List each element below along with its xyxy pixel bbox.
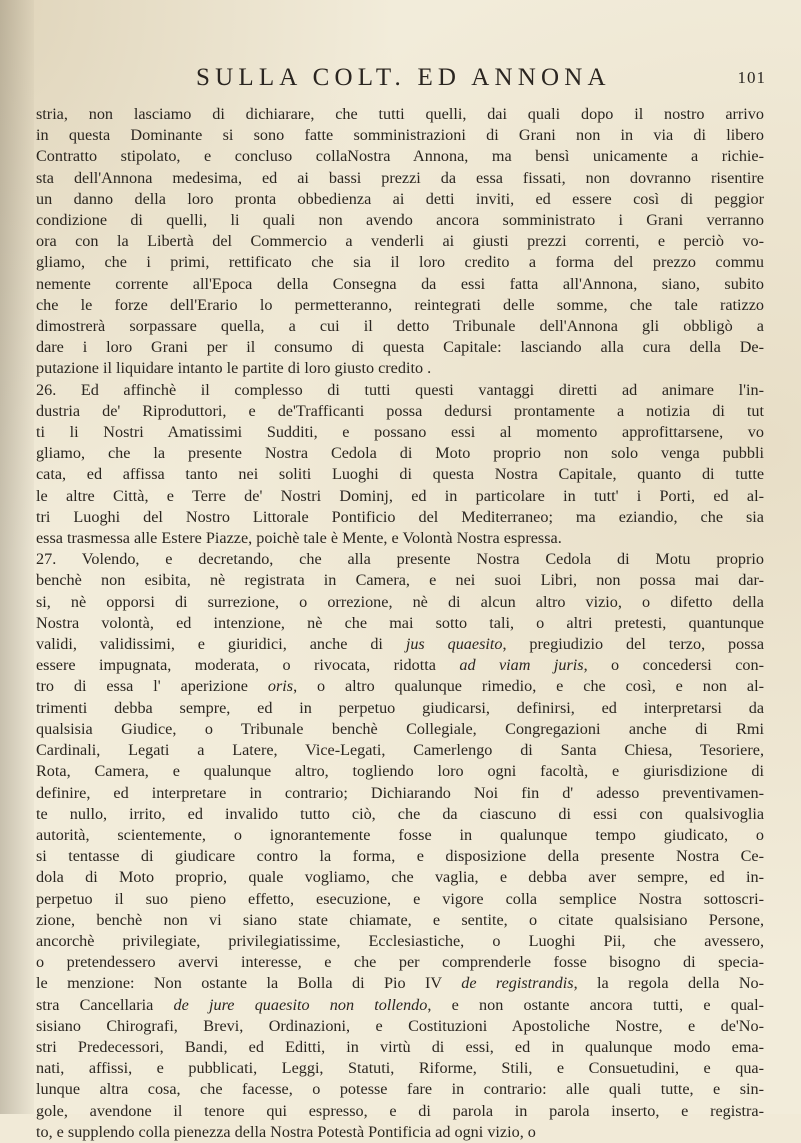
text-line: to, e supplendo colla pienezza della Nostra Potestà Pontificia ad ogni vizio, o	[36, 1122, 536, 1141]
text-line: 27. Volendo, e decretando, che alla presente Nostra Cedola di Motu proprio	[36, 550, 764, 569]
text-line: sisiano Chirografi, Brevi, Ordinazioni, e Costituzioni Apostoliche Nostre, e de'No-	[36, 1016, 764, 1035]
paragraph-p2	[36, 380, 764, 550]
text-line: cata, ed affissa tanto nei soliti Luoghi di questa Nostra Capitale, quanto di tutte	[36, 465, 764, 484]
body-text	[36, 104, 764, 1143]
text-line: ti li Nostri Amatissimi Sudditi, e possano essi al momento approfittarsene, vo	[36, 423, 764, 442]
text-line: dola di Moto proprio, quale vogliamo, che vaglia, e debba aver sempre, ed in-	[36, 868, 764, 887]
text-line: Contratto stipolato, e concluso collaNostra Annona, ma bensì unicamente a richie-	[36, 147, 764, 166]
text-line: stra Cancellaria de jure quaesito non tollendo, e non ostante ancora tutti, e qual-	[36, 995, 764, 1014]
text-line: te nullo, irrito, ed invalido tutto ciò, che da ciascuno di essi con qualsivoglia	[36, 804, 764, 823]
text-line: ora con la Libertà del Commercio a venderli ai giusti prezzi correnti, e perciò vo-	[36, 232, 764, 251]
text-line: gliamo, che i primi, rettificato che sia il loro credito a forma del prezzo commu	[36, 253, 764, 272]
text-line: nati, affissi, e pubblicati, Leggi, Statuti, Riforme, Stili, e Consuetudini, e qua-	[36, 1059, 764, 1078]
text-line: stri Predecessori, Bandi, ed Editti, in virtù di essi, ed in qualunque modo ema-	[36, 1037, 764, 1056]
paragraph-p3	[36, 549, 764, 1143]
text-line: gliamo, che la presente Nostra Cedola di Moto proprio non solo venga pubbli	[36, 444, 764, 463]
text-line: nemente corrente all'Epoca della Consegna da essi fatta all'Annona, siano, subito	[36, 274, 764, 293]
text-line: 26. Ed affinchè il complesso di tutti questi vantaggi diretti ad animare l'in-	[36, 380, 764, 399]
text-line: perpetuo il suo pieno effetto, esecuzione, e vigore colla semplice Nostra sottoscri-	[36, 889, 764, 908]
paragraph-p1	[36, 104, 764, 380]
binding-gutter	[0, 0, 34, 1114]
text-line: si, nè opporsi di surrezione, o orrezione, nè di alcun altro vizio, o difetto della	[36, 592, 764, 611]
text-line: un danno della loro pronta obbedienza ai detti inviti, ed essere così di peggior	[36, 189, 764, 208]
text-line: putazione il liquidare intanto le partite di loro giusto credito .	[36, 359, 432, 378]
text-line: dare i loro Grani per il consumo di questa Capitale: lasciando alla cura della De-	[36, 338, 764, 357]
text-line: gole, avendone il tenore qui espresso, e di parola in parola inserto, e registra-	[36, 1101, 764, 1120]
text-line: essa trasmessa alle Estere Piazze, poichè tale è Mente, e Volontà Nostra espressa.	[36, 529, 562, 548]
text-line: le altre Città, e Terre de' Nostri Dominj, ed in particolare in tutt' i Porti, ed al-	[36, 486, 764, 505]
text-line: validi, validissimi, e giuridici, anche di jus quaesito, pregiudizio del terzo, possa	[36, 635, 764, 654]
text-line: stria, non lasciamo di dichiarare, che tutti quelli, dai quali dopo il nostro arrivo	[36, 105, 764, 123]
text-line: Rota, Camera, e qualunque altro, togliendo loro ogni facoltà, e giurisdizione di	[36, 762, 764, 781]
text-line: che le forze dell'Erario lo permetteranno, reintegrati delle somme, che tale ratizzo	[36, 295, 764, 314]
running-title: SULLA COLT. ED ANNONA	[196, 64, 611, 91]
text-line: dustria de' Riproduttori, e de'Trafficanti possa dedursi prontamente a notizia di tut	[36, 401, 764, 420]
text-line: qualsisia Giudice, o Tribunale benchè Collegiale, Congregazioni anche di Rmi	[36, 719, 764, 738]
text-line: benchè non esibita, nè registrata in Camera, e nei suoi Libri, non possa mai dar-	[36, 571, 764, 590]
text-line: trimenti debba sempre, ed in perpetuo giudicarsi, definirsi, ed interpretarsi da	[36, 698, 764, 717]
text-line: autorità, scientemente, o ignorantemente fosse in qualunque tempo giudicato, o	[36, 825, 764, 844]
text-line: Cardinali, Legati a Latere, Vice-Legati, Camerlengo di Santa Chiesa, Tesoriere,	[36, 741, 764, 760]
text-line: zione, benchè non vi siano state chiamate, e sentite, o citate qualsisiano Persone,	[36, 910, 764, 929]
page-number: 101	[737, 68, 766, 87]
text-line: sta dell'Annona medesima, ed ai bassi prezzi da essa fissati, non dovranno risentire	[36, 168, 764, 187]
text-line: tro di essa l' aperizione oris, o altro qualunque rimedio, e che così, e non al-	[36, 677, 764, 696]
text-line: essere impugnata, moderata, o rivocata, ridotta ad viam juris, o concedersi con-	[36, 656, 764, 675]
text-line: ancorchè privilegiate, privilegiatissime, Ecclesiastiche, o Luoghi Pii, che avessero,	[36, 931, 764, 950]
text-line: lunque altra cosa, che facesse, o potesse fare in contrario: alle quali tutte, e sin-	[36, 1080, 764, 1099]
text-line: tri Luoghi del Nostro Littorale Pontificio del Mediterraneo; ma eziandio, che sia	[36, 507, 764, 526]
text-line: le menzione: Non ostante la Bolla di Pio IV de registrandis, la regola della No-	[36, 974, 764, 993]
text-line: definire, ed interpretare in contrario; Dichiarando Noi fin d' adesso preventivamen-	[36, 783, 764, 802]
text-line: in questa Dominante si sono fatte somministrazioni di Grani non in via di libero	[36, 126, 764, 145]
text-line: dimostrerà sorpassare quella, a cui il detto Tribunale dell'Annona gli obbligò a	[36, 317, 764, 336]
running-head	[196, 64, 766, 94]
text-line: si tentasse di giudicare contro la forma, e disposizione della presente Nostra Ce-	[36, 847, 764, 866]
text-line: condizione di quelli, li quali non avendo ancora somministrato i Grani verranno	[36, 211, 764, 230]
text-line: Nostra volontà, ed intenzione, nè che mai sotto tali, o altri pretesti, quantunque	[36, 613, 764, 632]
text-line: o pretendessero avervi interesse, e che per comprenderle fosse bisogno di specia-	[36, 953, 764, 972]
